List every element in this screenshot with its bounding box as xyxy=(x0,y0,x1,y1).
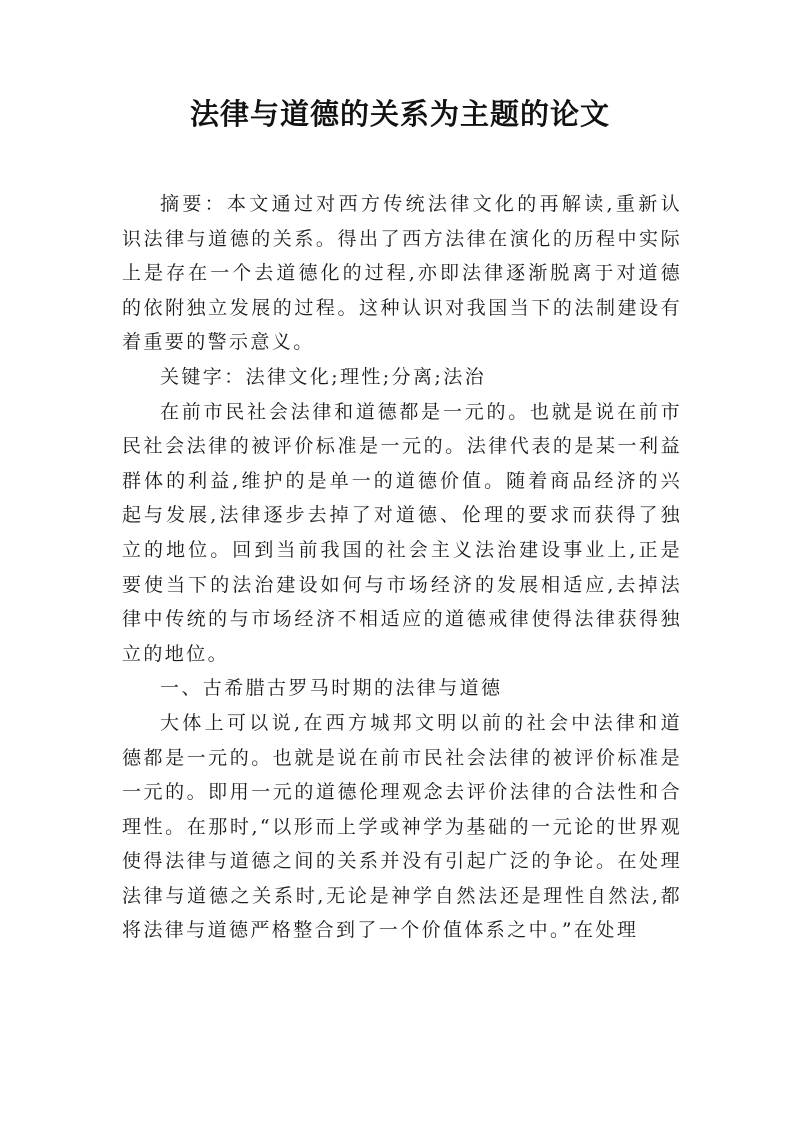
keywords-paragraph: 关键字：法律文化;理性;分离;法治 xyxy=(160,365,487,388)
section-heading: 一、古希腊古罗马时期的法律与道德 xyxy=(160,677,503,700)
intro-paragraph: 在前市民社会法律和道德都是一元的。也就是说在前市民社会法律的被评价标准是一元的。法律代表的是某一利益群体的利益,维护的是单一的道德价值。随着商品经济的兴起与发展,法律逐步去掉了对道德、伦理的要求而获得了独立的地位。回到当前我国的社会主义法治建设事业上,正是要使当下的法治建设如何与市场经济的发展相适应,去掉法律中传统的与市场经济不相适应的道德戒律使得法律获得独立的地位。 xyxy=(122,400,682,665)
abstract-paragraph: 摘要：本文通过对西方传统法律文化的再解读,重新认识法律与道德的关系。得出了西方法律在演化的历程中实际上是存在一个去道德化的过程,亦即法律逐渐脱离于对道德的依附独立发展的过程。这种认识对我国当下的法制建设有着重要的警示意义。 xyxy=(122,193,682,354)
section-paragraph: 大体上可以说,在西方城邦文明以前的社会中法律和道德都是一元的。也就是说在前市民社会法律的被评价标准是一元的。即用一元的道德伦理观念去评价法律的合法性和合理性。在那时,“以形而上学或神学为基础的一元论的世界观使得法律与道德之间的关系并没有引起广泛的争论。在处理法律与道德之关系时,无论是神学自然法还是理性自然法,都将法律与道德严格整合到了一个价值体系之中。”在处理 xyxy=(122,711,682,942)
document-title: 法律与道德的关系为主题的论文 xyxy=(189,97,610,131)
document-body xyxy=(122,187,682,948)
